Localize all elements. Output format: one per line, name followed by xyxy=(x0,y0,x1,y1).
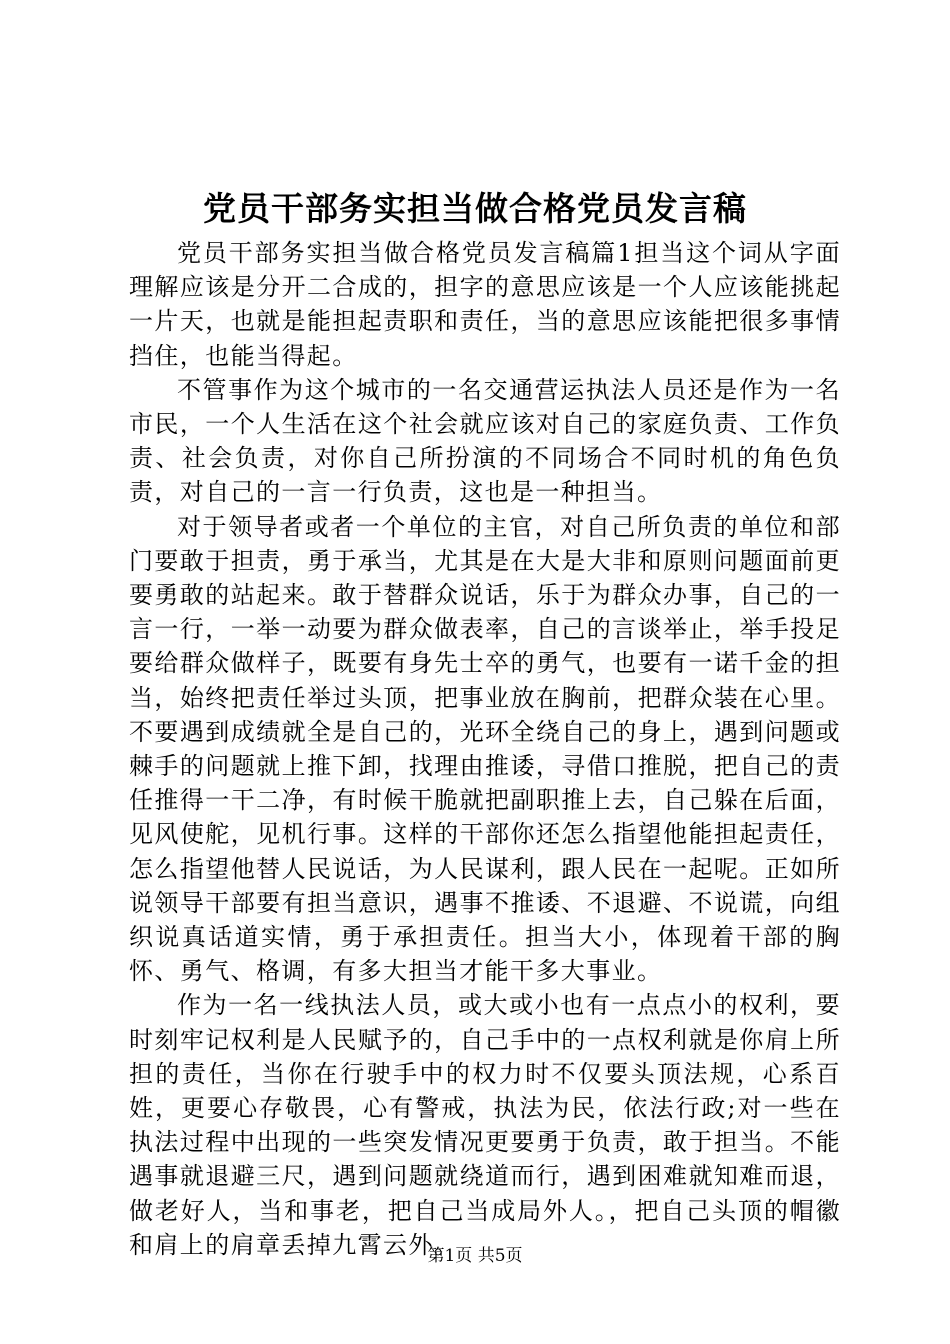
paragraph-4: 作为一名一线执法人员，或大或小也有一点点小的权利，要时刻牢记权利是人民赋予的，自己手中的一点权利就是你肩上所担的责任，当你在行驶手中的权力时不仅要头顶法规，心系百姓，更要心存敬畏，心有警戒，执法为民，依法行政;对一些在执法过程中出现的一些突发情况更要勇于负责，敢于担当。不能遇事就退避三尺，遇到问题就绕道而行，遇到困难就知难而退，做老好人，当和事老，把自己当成局外人。，把自己头顶的帽徽和肩上的肩章丢掉九霄云外。 xyxy=(129,991,841,1259)
document-body xyxy=(129,236,841,1262)
paragraph-2: 不管事作为这个城市的一名交通营运执法人员还是作为一名市民，一个人生活在这个社会就应该对自己的家庭负责、工作负责、社会负责，对你自己所扮演的不同场合不同时机的角色负责，对自己的一言一行负责，这也是一种担当。 xyxy=(129,375,841,507)
document-title: 党员干部务实担当做合格党员发言稿 xyxy=(203,189,747,228)
page-number-footer: 第1页 共5页 xyxy=(427,1246,523,1266)
paragraph-1: 党员干部务实担当做合格党员发言稿篇1担当这个词从字面理解应该是分开二合成的，担字的意思应该是一个人应该能挑起一片天，也就是能担起责职和责任，当的意思应该能把很多事情挡住，也能当得起。 xyxy=(129,239,841,370)
paragraph-3: 对于领导者或者一个单位的主官，对自己所负责的单位和部门要敢于担责，勇于承当，尤其是在大是大非和原则问题面前更要勇敢的站起来。敢于替群众说话，乐于为群众办事，自己的一言一行，一举一动要为群众做表率，自己的言谈举止，举手投足要给群众做样子，既要有身先士卒的勇气，也要有一诺千金的担当，始终把责任举过头顶，把事业放在胸前，把群众装在心里。不要遇到成绩就全是自己的，光环全绕自己的身上，遇到问题或棘手的问题就上推下卸，找理由推诿，寻借口推脱，把自己的责任推得一干二净，有时候干脆就把副职推上去，自己躲在后面，见风使舵，见机行事。这样的干部你还怎么指望他能担起责任，怎么指望他替人民说话，为人民谋利，跟人民在一起呢。正如所说领导干部要有担当意识，遇事不推诿、不退避、不说谎，向组织说真话道实情，勇于承担责任。担当大小，体现着干部的胸怀、勇气、格调，有多大担当才能干多大事业。 xyxy=(129,512,841,986)
